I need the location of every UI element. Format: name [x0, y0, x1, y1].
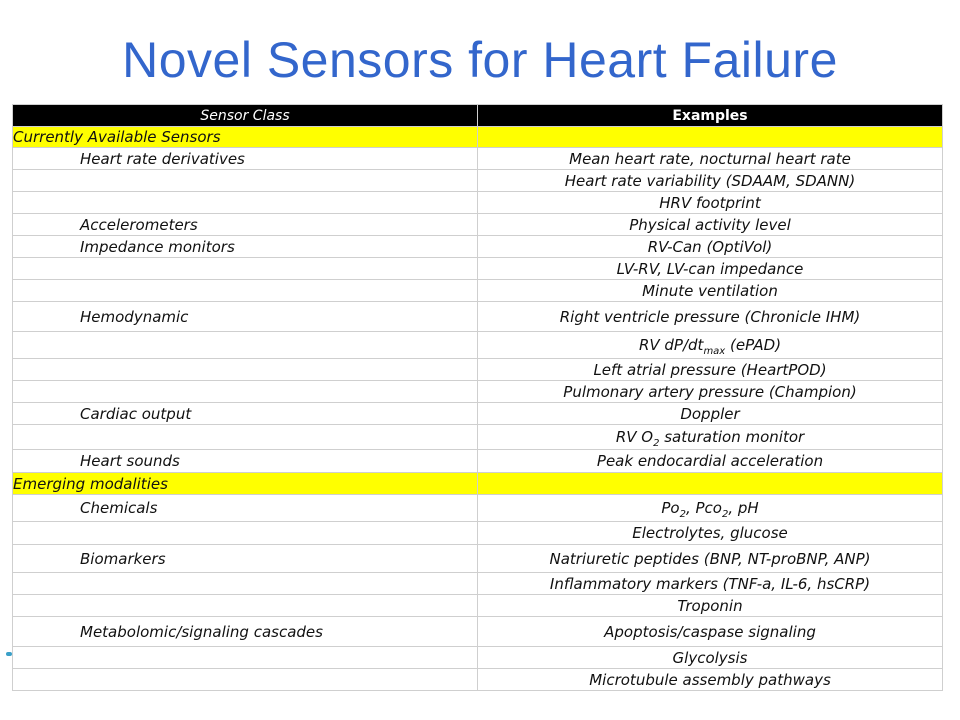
table-row [13, 595, 943, 617]
example-cell: Peak endocardial acceleration [478, 450, 943, 473]
example-cell: Mean heart rate, nocturnal heart rate [478, 148, 943, 170]
sensor-class-cell: Heart rate derivatives [13, 148, 478, 170]
sensor-class-cell: Cardiac output [13, 403, 478, 425]
example-cell: Physical activity level [478, 214, 943, 236]
example-cell: Heart rate variability (SDAAM, SDANN) [478, 170, 943, 192]
example-cell [478, 425, 943, 450]
example-text: , pH [728, 499, 759, 517]
sensor-class-cell [13, 258, 478, 280]
table-row [13, 302, 943, 332]
table-row [13, 236, 943, 258]
header-examples: Examples [478, 105, 943, 127]
example-cell: Pulmonary artery pressure (Champion) [478, 381, 943, 403]
table-row [13, 258, 943, 280]
example-cell: Glycolysis [478, 647, 943, 669]
sensor-class-cell [13, 647, 478, 669]
sensor-class-cell: Metabolomic/signaling cascades [13, 617, 478, 647]
table-row [13, 280, 943, 302]
example-cell: Microtubule assembly pathways [478, 669, 943, 691]
table-row [13, 170, 943, 192]
sensor-class-cell: Impedance monitors [13, 236, 478, 258]
table-row [13, 522, 943, 545]
example-text: saturation monitor [659, 428, 805, 446]
sensor-class-cell [13, 381, 478, 403]
table-row [13, 332, 943, 359]
sensor-class-cell [13, 522, 478, 545]
example-cell [478, 473, 943, 495]
table-row [13, 450, 943, 473]
sensor-class-cell [13, 359, 478, 381]
example-cell [478, 332, 943, 359]
example-cell: Inflammatory markers (TNF-a, IL-6, hsCRP) [478, 573, 943, 595]
sensor-class-cell: Accelerometers [13, 214, 478, 236]
subscript-text: 2 [679, 509, 686, 520]
sensor-class-cell [13, 425, 478, 450]
section-row [13, 127, 943, 148]
sensor-class-cell [13, 573, 478, 595]
example-cell: Right ventricle pressure (Chronicle IHM) [478, 302, 943, 332]
table-row [13, 617, 943, 647]
sensor-class-cell [13, 280, 478, 302]
example-cell: HRV footprint [478, 192, 943, 214]
sensor-table [12, 104, 943, 691]
table-header-row [13, 105, 943, 127]
sensor-class-cell: Hemodynamic [13, 302, 478, 332]
table-row [13, 573, 943, 595]
example-cell [478, 495, 943, 522]
example-cell: Natriuretic peptides (BNP, NT-proBNP, ANP) [478, 545, 943, 573]
sensor-class-cell [13, 669, 478, 691]
section-label: Emerging modalities [13, 473, 478, 495]
sensor-class-cell: Chemicals [13, 495, 478, 522]
example-cell: Left atrial pressure (HeartPOD) [478, 359, 943, 381]
example-text: (ePAD) [725, 336, 782, 354]
example-text: RV dP/dt [638, 336, 704, 354]
sensor-class-cell [13, 332, 478, 359]
section-row [13, 473, 943, 495]
sensor-class-cell: Heart sounds [13, 450, 478, 473]
header-sensor-class: Sensor Class [13, 105, 478, 127]
sensor-class-cell [13, 595, 478, 617]
table-row [13, 214, 943, 236]
subscript-text: max [703, 346, 726, 357]
table-row [13, 545, 943, 573]
example-text: Po [661, 499, 680, 517]
table-row [13, 359, 943, 381]
example-cell: Doppler [478, 403, 943, 425]
table-row [13, 403, 943, 425]
table-row [13, 425, 943, 450]
sensor-class-cell: Biomarkers [13, 545, 478, 573]
example-cell: LV-RV, LV-can impedance [478, 258, 943, 280]
slide-title: Novel Sensors for Heart Failure [122, 32, 838, 88]
example-cell: Minute ventilation [478, 280, 943, 302]
table-row [13, 495, 943, 522]
example-cell: Electrolytes, glucose [478, 522, 943, 545]
example-cell: RV-Can (OptiVol) [478, 236, 943, 258]
subscript-text: 2 [721, 509, 729, 520]
table-row [13, 148, 943, 170]
subscript-text: 2 [653, 438, 660, 449]
sensor-class-cell [13, 192, 478, 214]
example-text: RV O [615, 428, 654, 446]
table-row [13, 381, 943, 403]
table-row [13, 669, 943, 691]
table-row [13, 192, 943, 214]
example-cell [478, 127, 943, 148]
section-label: Currently Available Sensors [13, 127, 478, 148]
table-row [13, 647, 943, 669]
example-cell: Apoptosis/caspase signaling [478, 617, 943, 647]
decorative-mark [6, 652, 12, 656]
sensor-class-cell [13, 170, 478, 192]
example-cell: Troponin [478, 595, 943, 617]
example-text: , Pco [685, 499, 722, 517]
